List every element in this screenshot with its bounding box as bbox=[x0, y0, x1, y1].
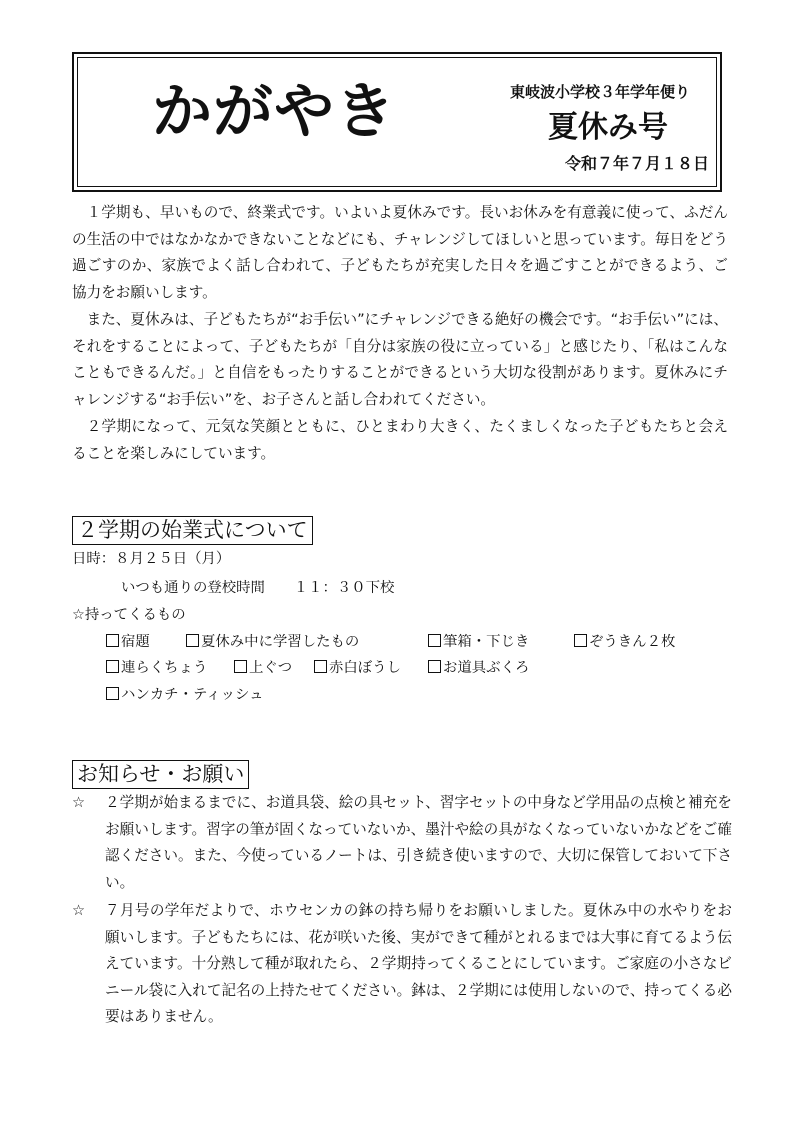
checklist-item[interactable]: 筆箱・下じき bbox=[428, 632, 529, 652]
notice-item-2 bbox=[72, 898, 732, 1031]
checklist-item[interactable]: ハンカチ・ティッシュ bbox=[106, 685, 263, 705]
notice-text-1: ２学期が始まるまでに、お道具袋、絵の具セット、習字セットの中身など学用品の点検と補充をお願いします。習字の筆が固くなっていないか、墨汁や絵の具がなくなっていないかなどをご確認ください。また、今使っているノートは、引き続き使いますので、大切に保管しておいて下さい。 bbox=[105, 794, 732, 891]
ceremony-time: いつも通りの登校時間 １１：３０下校 bbox=[121, 580, 395, 596]
ceremony-heading: ２学期の始業式について bbox=[72, 516, 313, 545]
intro-paragraph-3: ２学期になって、元気な笑顔とともに、ひとまわり大きく、たくましくなった子どもたちと会えることを楽しみにしています。 bbox=[72, 418, 728, 462]
notice-text-2: ７月号の学年だよりで、ホウセンカの鉢の持ち帰りをお願いしました。夏休み中の水やりをお願いします。子どもたちには、花が咲いた後、実ができて種がとれるまでは大事に育てるよう伝えています。十分熟して種が取れたら、２学期持ってくることにしています。ご家庭の小さなビニール袋に入れて記名の上持たせてください。鉢は、２学期には使用しないので、持ってくる必要はありません。 bbox=[105, 902, 732, 1025]
checklist-item[interactable]: 赤白ぼうし bbox=[314, 658, 401, 678]
checkbox-icon bbox=[574, 634, 587, 647]
checkbox-icon bbox=[106, 660, 119, 673]
checkbox-icon bbox=[428, 634, 441, 647]
issue-name: 夏休み号 bbox=[548, 110, 668, 145]
checklist-item[interactable]: 連らくちょう bbox=[106, 658, 207, 678]
bring-items-label: ☆持ってくるもの bbox=[72, 607, 186, 623]
ceremony-date: 日時：８月２５日（月） bbox=[72, 551, 231, 567]
intro-text bbox=[72, 200, 728, 468]
intro-paragraph-1: １学期も、早いもので、終業式です。いよいよ夏休みです。長いお休みを有意義に使って、ふだんの生活の中ではなかなかできないことなどにも、チャレンジしてほしいと思っています。毎日をどう過ごすのか、家族でよく話し合われて、子どもたちが充実した日々を過ごすことができるよう、ご協力をお願いします。 bbox=[72, 204, 728, 301]
checklist-item[interactable]: 上ぐつ bbox=[234, 658, 292, 678]
checkbox-icon bbox=[106, 634, 119, 647]
checkbox-icon bbox=[106, 687, 119, 700]
school-subtitle: 東岐波小学校３年学年便り bbox=[510, 83, 691, 101]
star-icon: ☆ bbox=[72, 902, 86, 919]
checklist-item[interactable]: 宿題 bbox=[106, 632, 150, 652]
header-inner-frame bbox=[77, 57, 717, 187]
checklist-item[interactable]: ぞうきん２枚 bbox=[574, 632, 675, 652]
checkbox-icon bbox=[314, 660, 327, 673]
newsletter-header bbox=[72, 52, 722, 192]
newsletter-title: かがやき bbox=[152, 77, 396, 147]
notices-heading: お知らせ・お願い bbox=[72, 760, 249, 789]
notice-item-1 bbox=[72, 790, 732, 896]
checkbox-icon bbox=[234, 660, 247, 673]
checkbox-icon bbox=[186, 634, 199, 647]
intro-paragraph-2: また、夏休みは、子どもたちが“お手伝い”にチャレンジできる絶好の機会です。“お手伝い”には、それをすることによって、子どもたちが「自分は家族の役に立っている」と感じたり、「私はこんなこともできるんだ。」と自信をもったりすることができるという大切な役割があります。夏休みにチャレンジする“お手伝い”を、お子さんと話し合われてください。 bbox=[72, 311, 728, 408]
checkbox-icon bbox=[428, 660, 441, 673]
issue-date: 令和７年７月１８日 bbox=[565, 154, 710, 173]
star-icon: ☆ bbox=[72, 794, 86, 811]
checklist-item[interactable]: 夏休み中に学習したもの bbox=[186, 632, 359, 652]
checklist-item[interactable]: お道具ぶくろ bbox=[428, 658, 529, 678]
